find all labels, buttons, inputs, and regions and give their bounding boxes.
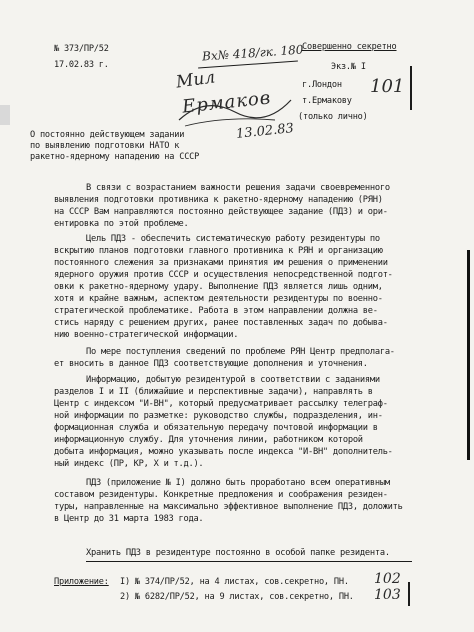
body-line: ет вносить в данное ПДЗ соответствующие дополнения и уточнения.: [54, 359, 368, 369]
handwritten-date: 13.02.83: [235, 121, 295, 142]
body-line: добыта информация, можно указывать после индекса "И-ВН" дополнитель-: [54, 447, 393, 457]
body-line: В связи с возрастанием важности решения задачи своевременного: [86, 183, 390, 193]
body-line: формационная служба и обязательную передачу почтовой информации в: [54, 423, 378, 433]
body-line: на СССР Вам направляются постоянно действующее задание (ПДЗ) и ори-: [54, 207, 388, 217]
margin-mark: [408, 582, 410, 606]
body-line: в Центр до 31 марта 1983 года.: [54, 514, 204, 524]
body-line: ПДЗ (приложение № I) должно быть проработано всем оперативным: [86, 478, 390, 488]
body-line: Хранить ПДЗ в резидентуре постоянно в особой папке резидента.: [86, 548, 390, 558]
body-line: стратегической проблематике. Работа в этом направлении должна ве-: [54, 306, 378, 316]
body-line: нию военно-стратегической информации.: [54, 330, 239, 340]
attachment-handwritten-2: 103: [374, 587, 401, 603]
doc-number: № 373/ПР/52: [54, 44, 109, 54]
margin-mark: [410, 66, 412, 110]
body-line: ядерного оружия против СССР и осуществления непосредственной подгот-: [54, 270, 393, 280]
copy-number: Экз.№ I: [331, 62, 366, 72]
copy-handwritten-number: 101: [370, 76, 405, 97]
attachment-item-2: 2) № 6282/ПР/52, на 9 листах, сов.секретно, ПН.: [120, 592, 354, 602]
signature-strokes: [175, 90, 295, 130]
body-line: составом резидентуры. Конкретные предложения и соображения резиден-: [54, 490, 388, 500]
body-line: выявления подготовки противника к ракетно-ядерному нападению (РЯН): [54, 195, 383, 205]
underline: [86, 561, 412, 562]
subject-line-3: ракетно-ядерному нападению на СССР: [30, 152, 200, 162]
recipient-note: (только лично): [298, 112, 368, 122]
body-line: Цель ПДЗ - обеспечить систематическую работу резидентуры по: [86, 234, 380, 244]
doc-date: 17.02.83 г.: [54, 60, 109, 70]
attachment-item-1: I) № 374/ПР/52, на 4 листах, сов.секретно, ПН.: [120, 577, 349, 587]
body-line: ный индекс (ПР, КР, Х и т.д.).: [54, 459, 204, 469]
body-line: вскрытию планов подготовки главного противника к РЯН и организацию: [54, 246, 383, 256]
body-line: хотя и крайне важным, аспектом деятельности резидентуры по военно-: [54, 294, 383, 304]
handwritten-registration: Вх№ 418/гк. 180: [201, 42, 304, 64]
scan-edge-shadow: [467, 250, 470, 460]
subject-line-1: О постоянно действующем задании: [30, 130, 185, 140]
handwritten-signature-1: Мил: [174, 67, 217, 93]
handwritten-signature-2: Ермаков: [181, 87, 273, 118]
scan-artifact: [0, 105, 10, 125]
body-line: постоянного слежения за признаками принятия им решения о применении: [54, 258, 388, 268]
recipient-name: т.Ермакову: [302, 96, 352, 106]
body-line: информационную службу. Для уточнения линии, работником которой: [54, 435, 363, 445]
body-line: Информацию, добытую резидентурой в соответствии с заданиями: [86, 375, 380, 385]
body-line: ной информации по разметке: руководство службы, подразделения, ин-: [54, 411, 383, 421]
body-line: разделов I и II (ближайшие и перспективные задачи), направлять в: [54, 387, 373, 397]
recipient-city: г.Лондон: [302, 80, 342, 90]
body-line: ентировка по этой проблеме.: [54, 219, 189, 229]
classification-stamp: Совершенно секретно: [302, 42, 397, 52]
body-line: туры, направленные на максимально эффективное выполнение ПДЗ, доложить: [54, 502, 403, 512]
body-line: По мере поступления сведений по проблеме РЯН Центр предполага-: [86, 347, 395, 357]
subject-line-2: по выявлению подготовки НАТО к: [30, 141, 180, 151]
body-line: Центр с индексом "И-ВН", который предусматривает рассылку телеграф-: [54, 399, 388, 409]
attachments-label: Приложение:: [54, 577, 109, 587]
body-line: овки к ракетно-ядерному удару. Выполнение ПДЗ является лишь одним,: [54, 282, 383, 292]
attachment-handwritten-1: 102: [374, 571, 401, 587]
body-line: стись наряду с решением других, ранее поставленных задач по добыва-: [54, 318, 388, 328]
